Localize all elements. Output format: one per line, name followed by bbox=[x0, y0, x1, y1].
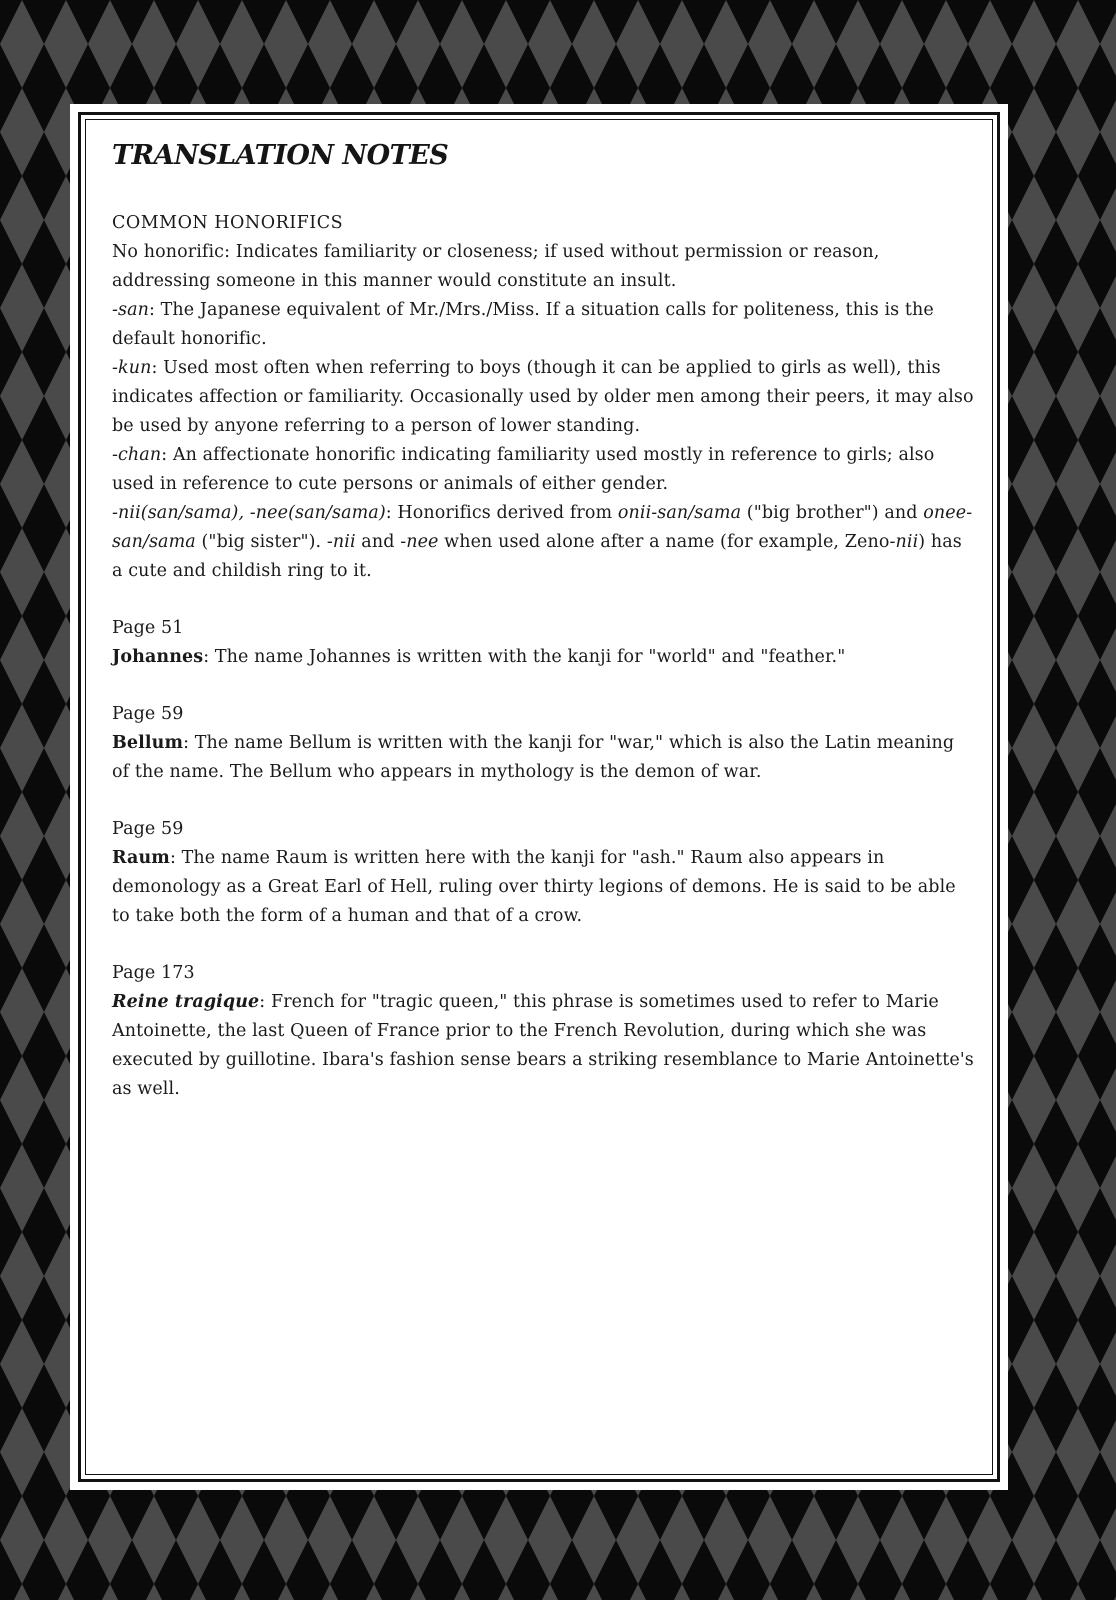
honorific-text: when used alone after a name (for example, Zeno- bbox=[438, 532, 896, 553]
note-page: Page 59 bbox=[112, 704, 184, 725]
honorific-text: : Indicates familiarity or closeness; if used without permission or reason, addressing someone in this manner would constitute an insult. bbox=[112, 242, 880, 292]
honorific-text: : Used most often when referring to boys (though it can be applied to girls as well), this indicates affection or familiarity. Occasionally used by older men among their peers, it may also be used by anyone referring to a person of lower standing. bbox=[112, 358, 974, 437]
honorific-text: and bbox=[355, 532, 401, 553]
note-entry bbox=[112, 959, 974, 1104]
honorific-term: -chan bbox=[112, 445, 162, 466]
page-title: TRANSLATION NOTES bbox=[112, 140, 449, 171]
notes-content bbox=[112, 138, 974, 1104]
honorific-text: ("big sister"). bbox=[195, 532, 327, 553]
note-entry bbox=[112, 614, 974, 672]
note-text: : French for "tragic queen," this phrase is sometimes used to refer to Marie Antoinette, the last Queen of France prior to the French Revolution, during which she was executed by guillotine. Ibara's fashion sense bears a striking resemblance to Marie Antoinette's as well. bbox=[112, 992, 974, 1100]
note-page: Page 59 bbox=[112, 819, 184, 840]
note-text: : The name Johannes is written with the kanji for "world" and "feather." bbox=[203, 647, 846, 668]
honorific-term: -kun bbox=[112, 358, 152, 379]
honorific-term: -san bbox=[112, 300, 149, 321]
note-text: : The name Bellum is written with the kanji for "war," which is also the Latin meaning of the name. The Bellum who appears in mythology is the demon of war. bbox=[112, 733, 955, 783]
honorifics-section bbox=[112, 209, 974, 586]
note-entry bbox=[112, 700, 974, 787]
note-term: Bellum bbox=[112, 733, 184, 754]
note-term: Raum bbox=[112, 848, 170, 869]
honorific-text: ) has a cute and childish ring to it. bbox=[112, 532, 962, 582]
note-entry bbox=[112, 815, 974, 931]
honorific-italic: onee-san/sama bbox=[112, 503, 973, 553]
honorific-entry bbox=[112, 354, 974, 441]
honorific-text: : The Japanese equivalent of Mr./Mrs./Miss. If a situation calls for politeness, this is the default honorific. bbox=[112, 300, 934, 350]
honorific-italic: -nii bbox=[326, 532, 356, 553]
honorific-italic: nii bbox=[895, 532, 919, 553]
note-body bbox=[112, 844, 974, 931]
honorific-entry bbox=[112, 296, 974, 354]
honorific-italic: onii-san/sama bbox=[617, 503, 742, 524]
note-term: Reine tragique bbox=[112, 992, 260, 1013]
note-body bbox=[112, 729, 974, 787]
note-body bbox=[112, 988, 974, 1104]
note-page: Page 173 bbox=[112, 963, 195, 984]
note-page: Page 51 bbox=[112, 618, 184, 639]
note-term: Johannes bbox=[112, 647, 204, 668]
honorific-entry bbox=[112, 441, 974, 499]
honorific-entry bbox=[112, 238, 974, 296]
honorific-text: : An affectionate honorific indicating familiarity used mostly in reference to girls; also used in reference to cute persons or animals of either gender. bbox=[112, 445, 935, 495]
note-body bbox=[112, 643, 974, 672]
honorific-entry bbox=[112, 499, 974, 586]
honorific-text: : Honorifics derived from bbox=[385, 503, 618, 524]
honorific-term: -nii(san/sama), -nee(san/sama) bbox=[112, 503, 386, 524]
honorific-text: ("big brother") and bbox=[741, 503, 924, 524]
honorific-italic: -nee bbox=[400, 532, 439, 553]
note-text: : The name Raum is written here with the kanji for "ash." Raum also appears in demonology as a Great Earl of Hell, ruling over thirty legions of demons. He is said to be able to take both the form of a human and that of a crow. bbox=[112, 848, 956, 927]
honorific-term: No honorific bbox=[112, 242, 225, 263]
honorifics-heading: COMMON HONORIFICS bbox=[112, 213, 344, 234]
